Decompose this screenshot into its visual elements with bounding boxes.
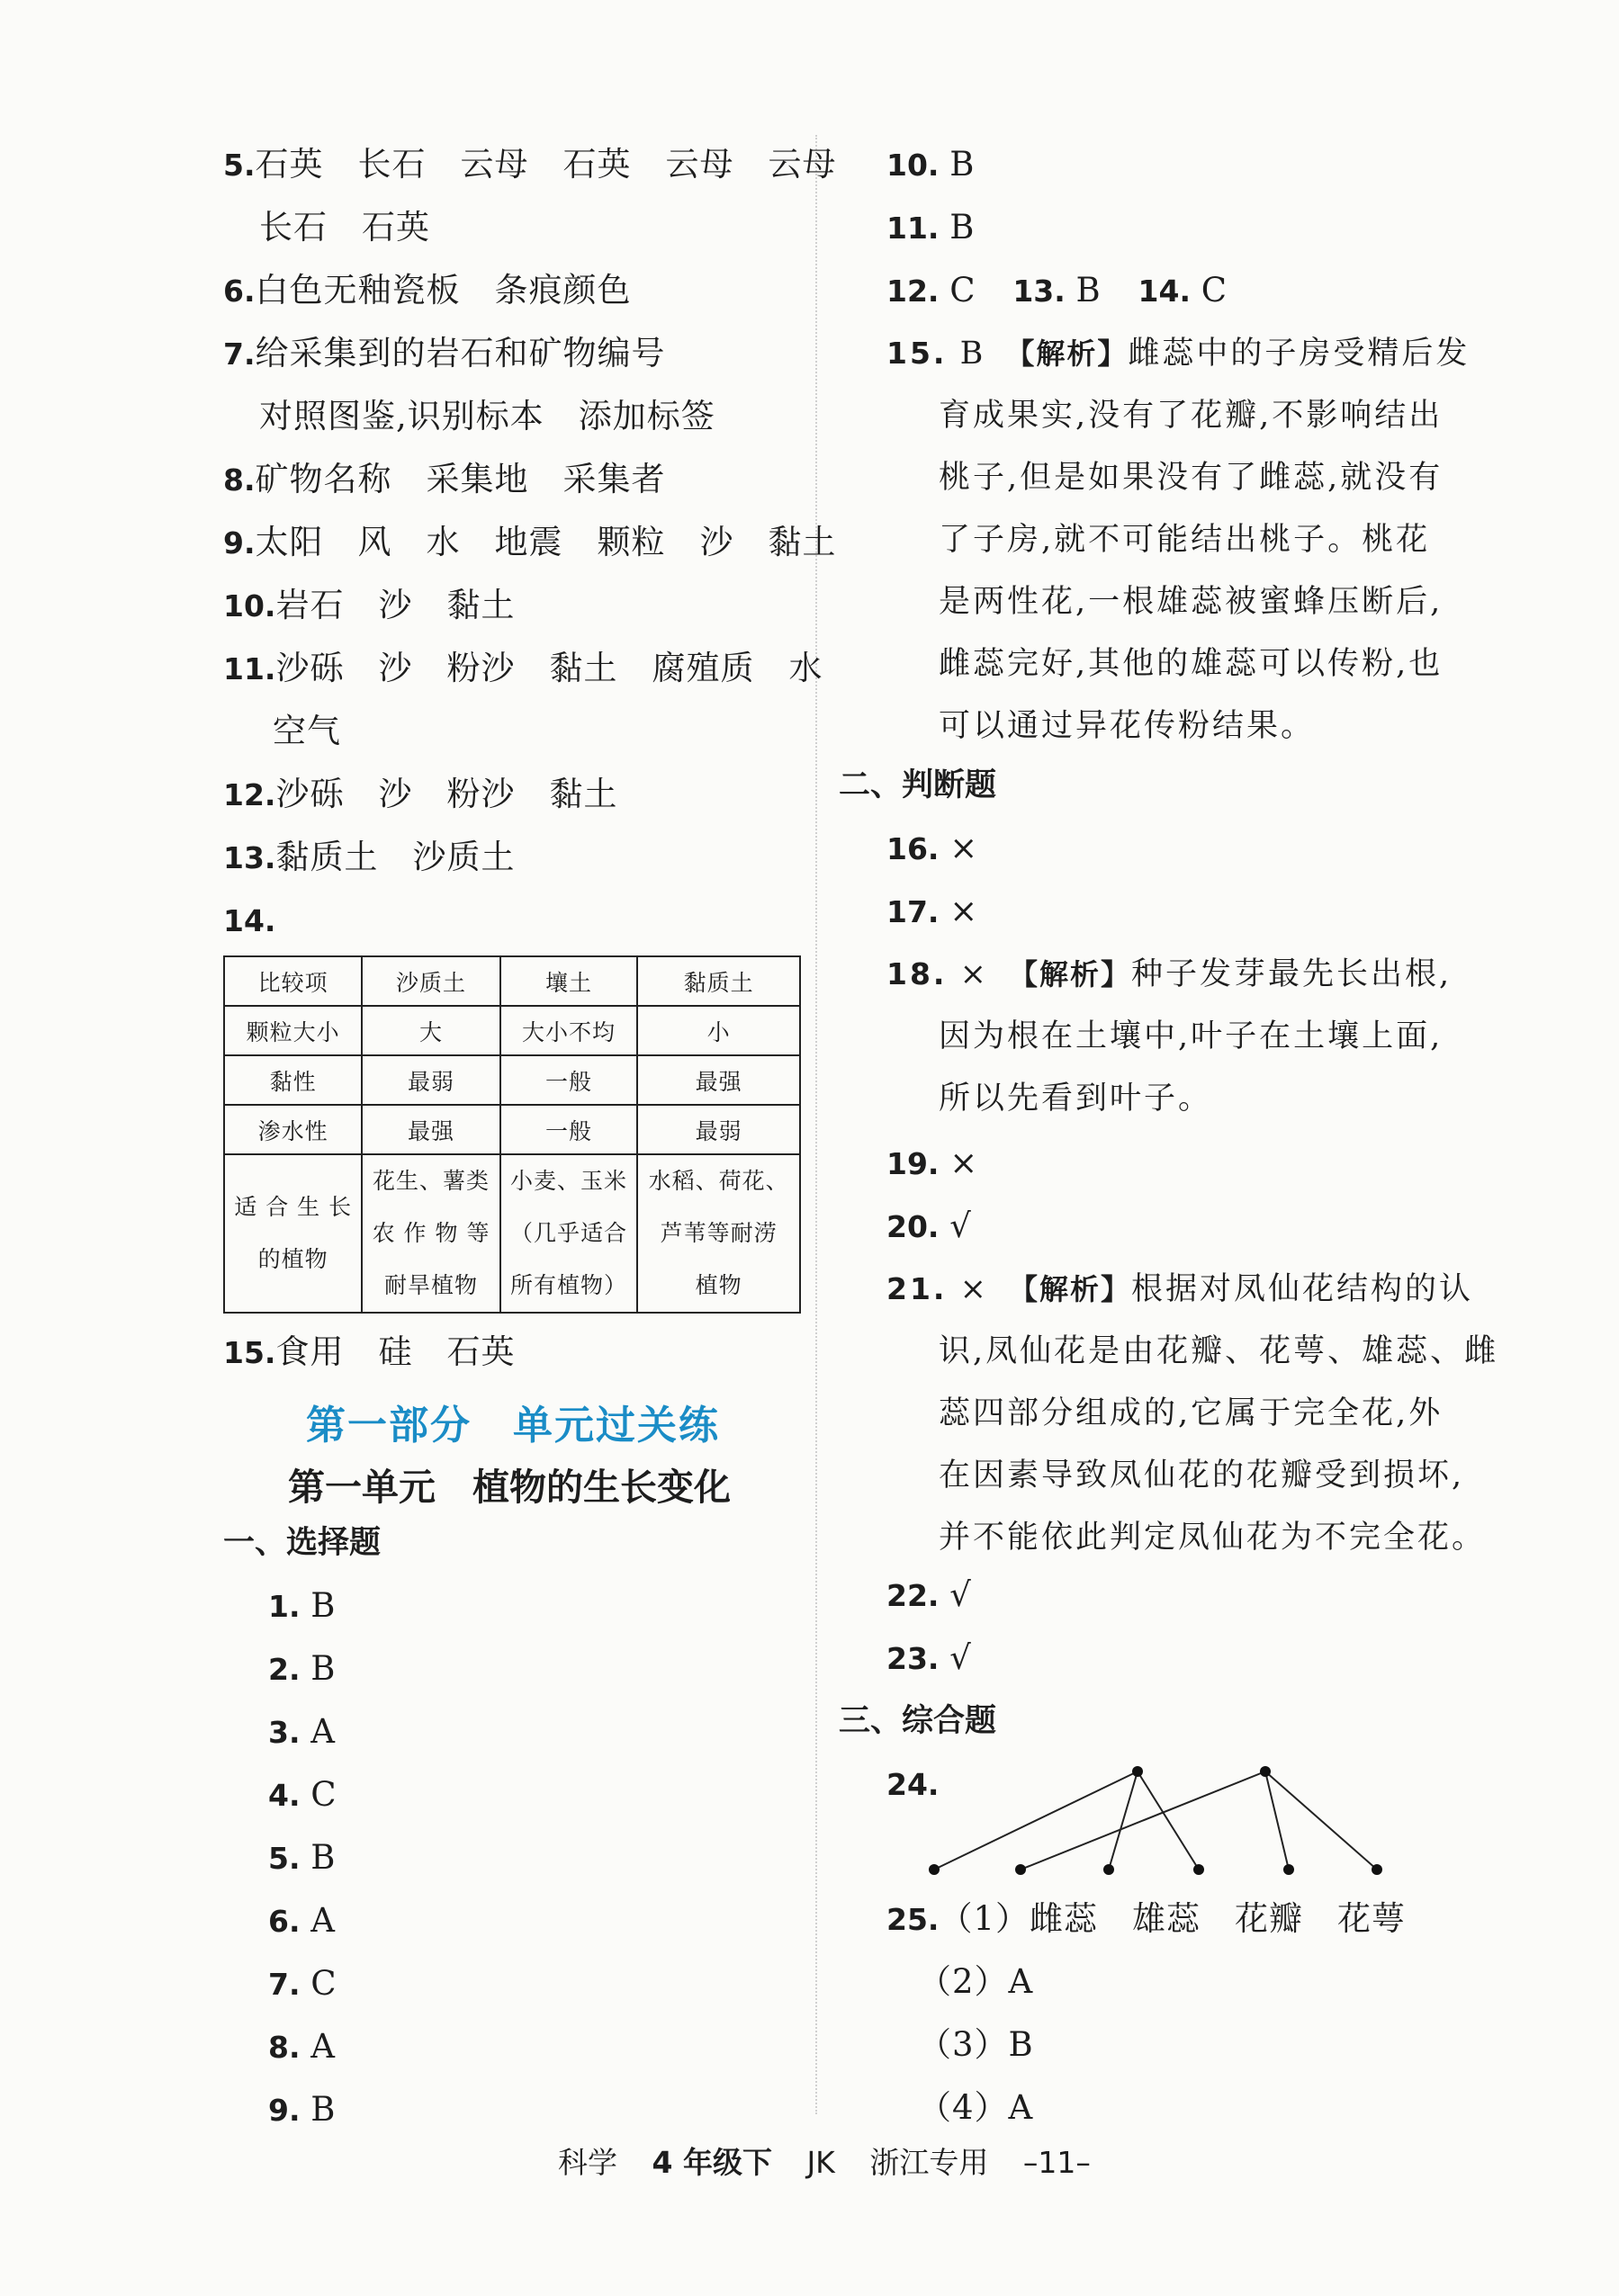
choice-answer: 6. A [268, 1901, 335, 1940]
table-cell: 最强 [637, 1055, 800, 1105]
page-footer [558, 2139, 1116, 2182]
choice-answer: 3. A [268, 1712, 335, 1751]
page-number: –11– [1022, 2145, 1091, 2180]
matching-diagram [918, 1750, 1404, 1885]
answer-13: 13.黏质土 沙质土 [223, 838, 516, 876]
table-cell: 小 [637, 1006, 800, 1055]
table-cell: 最弱 [362, 1055, 499, 1105]
table-cell-clay-plants: 水稻、荷花、 芦苇等耐涝 植物 [637, 1154, 800, 1313]
answer-r17: 17. × [886, 892, 978, 930]
bottom-dot [1103, 1864, 1114, 1875]
answer-11: 11.沙砾 沙 粉沙 黏土 腐殖质 水 [223, 649, 823, 687]
match-line [1265, 1771, 1377, 1870]
match-line [1138, 1771, 1199, 1870]
choice-answer: 4. C [268, 1775, 337, 1814]
match-line [1109, 1771, 1138, 1870]
table-cell: 大 [362, 1006, 499, 1055]
unit-title: 第一单元 植物的生长变化 [288, 1466, 731, 1509]
answer-r10: 10. B [886, 145, 975, 184]
footer-subject: 科学 [558, 2145, 617, 2180]
table-cell: 黏性 [224, 1055, 362, 1105]
table-header-row [224, 956, 800, 1006]
answer-15: 15.食用 硅 石英 [223, 1332, 516, 1371]
bottom-dot [929, 1864, 940, 1875]
top-dot [1260, 1766, 1271, 1777]
table-cell-loam-plants: 小麦、玉米 （几乎适合 所有植物） [500, 1154, 637, 1313]
answer-12: 12.沙砾 沙 粉沙 黏土 [223, 775, 618, 813]
bottom-dot [1372, 1864, 1382, 1875]
answer-r25-4: （4）A [918, 2088, 1034, 2127]
match-line [1021, 1771, 1265, 1870]
match-line [934, 1771, 1138, 1870]
answer-r25-3: （3）B [918, 2025, 1034, 2064]
answer-5: 5.石英 长石 云母 石英 云母 云母 [223, 145, 837, 184]
answer-r20: 20. √ [886, 1206, 971, 1245]
bottom-dot [1193, 1864, 1204, 1875]
table-cell: 一般 [500, 1105, 637, 1154]
table-header-cell: 沙质土 [362, 956, 499, 1006]
section-comprehensive-heading: 三、综合题 [839, 1703, 997, 1739]
answer-11-cont: 空气 [273, 712, 341, 750]
bottom-dot [1015, 1864, 1026, 1875]
table-row [224, 1055, 800, 1105]
footer-region: 浙江专用 [869, 2145, 989, 2180]
table-header-cell: 比较项 [224, 956, 362, 1006]
match-line [1265, 1771, 1289, 1870]
answer-r11: 11. B [886, 208, 975, 247]
answer-r15: 15. B 【解析】雌蕊中的子房受精后发 育成果实,没有了花瓣,不影响结出 桃子,但是如果没有了雌蕊,就没有 了子房,就不可能结出桃子。桃花 是两性花,一根雄蕊被蜜蜂压断后, 雌蕊完好,其他的雄蕊可以传粉,也 可以通过异花传粉结果。 [886, 336, 1471, 744]
choice-answer: 7. C [268, 1964, 337, 2003]
table-cell: 颗粒大小 [224, 1006, 362, 1055]
answer-9: 9.太阳 风 水 地震 颗粒 沙 黏土 [223, 523, 837, 561]
footer-grade: 4 年级下 [652, 2145, 772, 2180]
answer-r19: 19. × [886, 1144, 978, 1182]
table-cell-plants-label: 适 合 生 长 的植物 [224, 1154, 362, 1313]
choice-answer: 2. B [268, 1649, 336, 1688]
answer-r25-2: （2）A [918, 1962, 1034, 2001]
table-header-cell: 壤土 [500, 956, 637, 1006]
top-dot [1132, 1766, 1143, 1777]
answer-r12-14: 12. C 13. B 14. C [886, 271, 1228, 309]
choice-answer: 9. B [268, 2090, 336, 2129]
answer-6: 6.白色无釉瓷板 条痕颜色 [223, 271, 632, 309]
answer-r25: 25.（1）雌蕊 雄蕊 花瓣 花萼 [886, 1899, 1407, 1938]
answer-5-cont: 长石 石英 [259, 208, 430, 247]
answer-7: 7.给采集到的岩石和矿物编号 [223, 334, 666, 372]
footer-edition: JK [806, 2145, 835, 2180]
answer-r22: 22. √ [886, 1575, 971, 1614]
answer-r18: 18. × 【解析】种子发芽最先长出根, 因为根在土壤中,叶子在土壤上面, 所以先看到叶子。 [886, 956, 1453, 1117]
column-divider [815, 135, 817, 2114]
table-row [224, 1006, 800, 1055]
answer-8: 8.矿物名称 采集地 采集者 [223, 460, 666, 498]
answer-14: 14. [223, 903, 276, 938]
answer-r23: 23. √ [886, 1638, 971, 1677]
table-cell: 大小不均 [500, 1006, 637, 1055]
table-row-plants [224, 1154, 800, 1313]
choice-answer: 1. B [268, 1586, 336, 1625]
table-row [224, 1105, 800, 1154]
table-cell: 最弱 [637, 1105, 800, 1154]
bottom-dot [1283, 1864, 1294, 1875]
answer-r24: 24. [886, 1767, 940, 1802]
table-cell: 一般 [500, 1055, 637, 1105]
section-judgement-heading: 二、判断题 [839, 767, 997, 803]
answer-r21: 21. × 【解析】根据对凤仙花结构的认 识,凤仙花是由花瓣、花萼、雄蕊、雌 蕊四部分组成的,它属于完全花,外 在因素导致凤仙花的花瓣受到损坏, 并不能依此判定凤仙花为不完全花。 [886, 1271, 1499, 1556]
choice-answer: 5. B [268, 1838, 336, 1877]
answer-10: 10.岩石 沙 黏土 [223, 586, 516, 624]
table-cell-sandy-plants: 花生、薯类 农 作 物 等 耐旱植物 [362, 1154, 499, 1313]
table-header-cell: 黏质土 [637, 956, 800, 1006]
table-cell: 渗水性 [224, 1105, 362, 1154]
table-cell: 最强 [362, 1105, 499, 1154]
section-choice-heading: 一、选择题 [223, 1525, 382, 1561]
soil-comparison-table [223, 955, 801, 1314]
part-title: 第一部分 单元过关练 [306, 1403, 720, 1448]
choice-answer: 8. A [268, 2027, 335, 2066]
answer-r16: 16. × [886, 829, 978, 867]
answer-7-cont: 对照图鉴,识别标本 添加标签 [259, 397, 715, 435]
